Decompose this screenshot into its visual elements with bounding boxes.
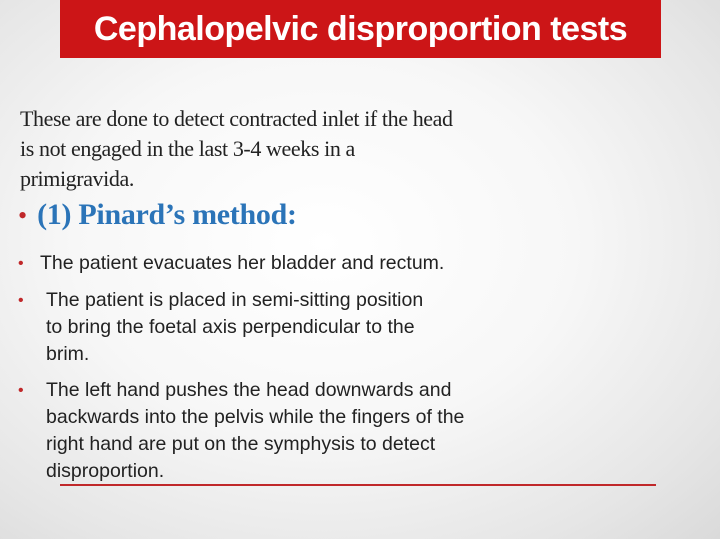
intro-line: These are done to detect contracted inlet if the head bbox=[20, 106, 453, 131]
list-item bbox=[18, 250, 444, 277]
list-item bbox=[18, 287, 423, 368]
list-item-line: right hand are put on the symphysis to detect bbox=[46, 433, 436, 455]
list-item-line: The patient evacuates her bladder and rectum. bbox=[40, 252, 445, 274]
method-heading-text: (1) Pinard’s method: bbox=[37, 198, 297, 231]
list-item-line: disproportion. bbox=[46, 460, 165, 482]
intro-line: is not engaged in the last 3-4 weeks in a bbox=[20, 136, 355, 161]
list-item-line: The left hand pushes the head downwards and bbox=[46, 379, 452, 401]
divider-line bbox=[60, 484, 656, 486]
list-item bbox=[18, 377, 464, 485]
list-item-line: backwards into the pelvis while the fingers of the bbox=[46, 406, 465, 428]
list-item-text bbox=[46, 287, 423, 368]
bullet-icon: • bbox=[18, 255, 24, 272]
method-heading bbox=[18, 198, 297, 232]
intro-paragraph bbox=[20, 104, 580, 194]
list-item-text bbox=[40, 250, 444, 277]
list-item-line: The patient is placed in semi-sitting position bbox=[46, 289, 424, 311]
bullet-icon: • bbox=[18, 382, 24, 399]
list-item-line: brim. bbox=[46, 343, 90, 365]
list-item-text bbox=[46, 377, 464, 485]
slide-title: Cephalopelvic disproportion tests bbox=[93, 9, 628, 48]
title-bar bbox=[60, 0, 661, 58]
bullet-icon: • bbox=[18, 292, 24, 309]
list-item-line: to bring the foetal axis perpendicular to the bbox=[46, 316, 415, 338]
bullet-icon: • bbox=[18, 201, 28, 230]
intro-line: primigravida. bbox=[20, 166, 134, 191]
